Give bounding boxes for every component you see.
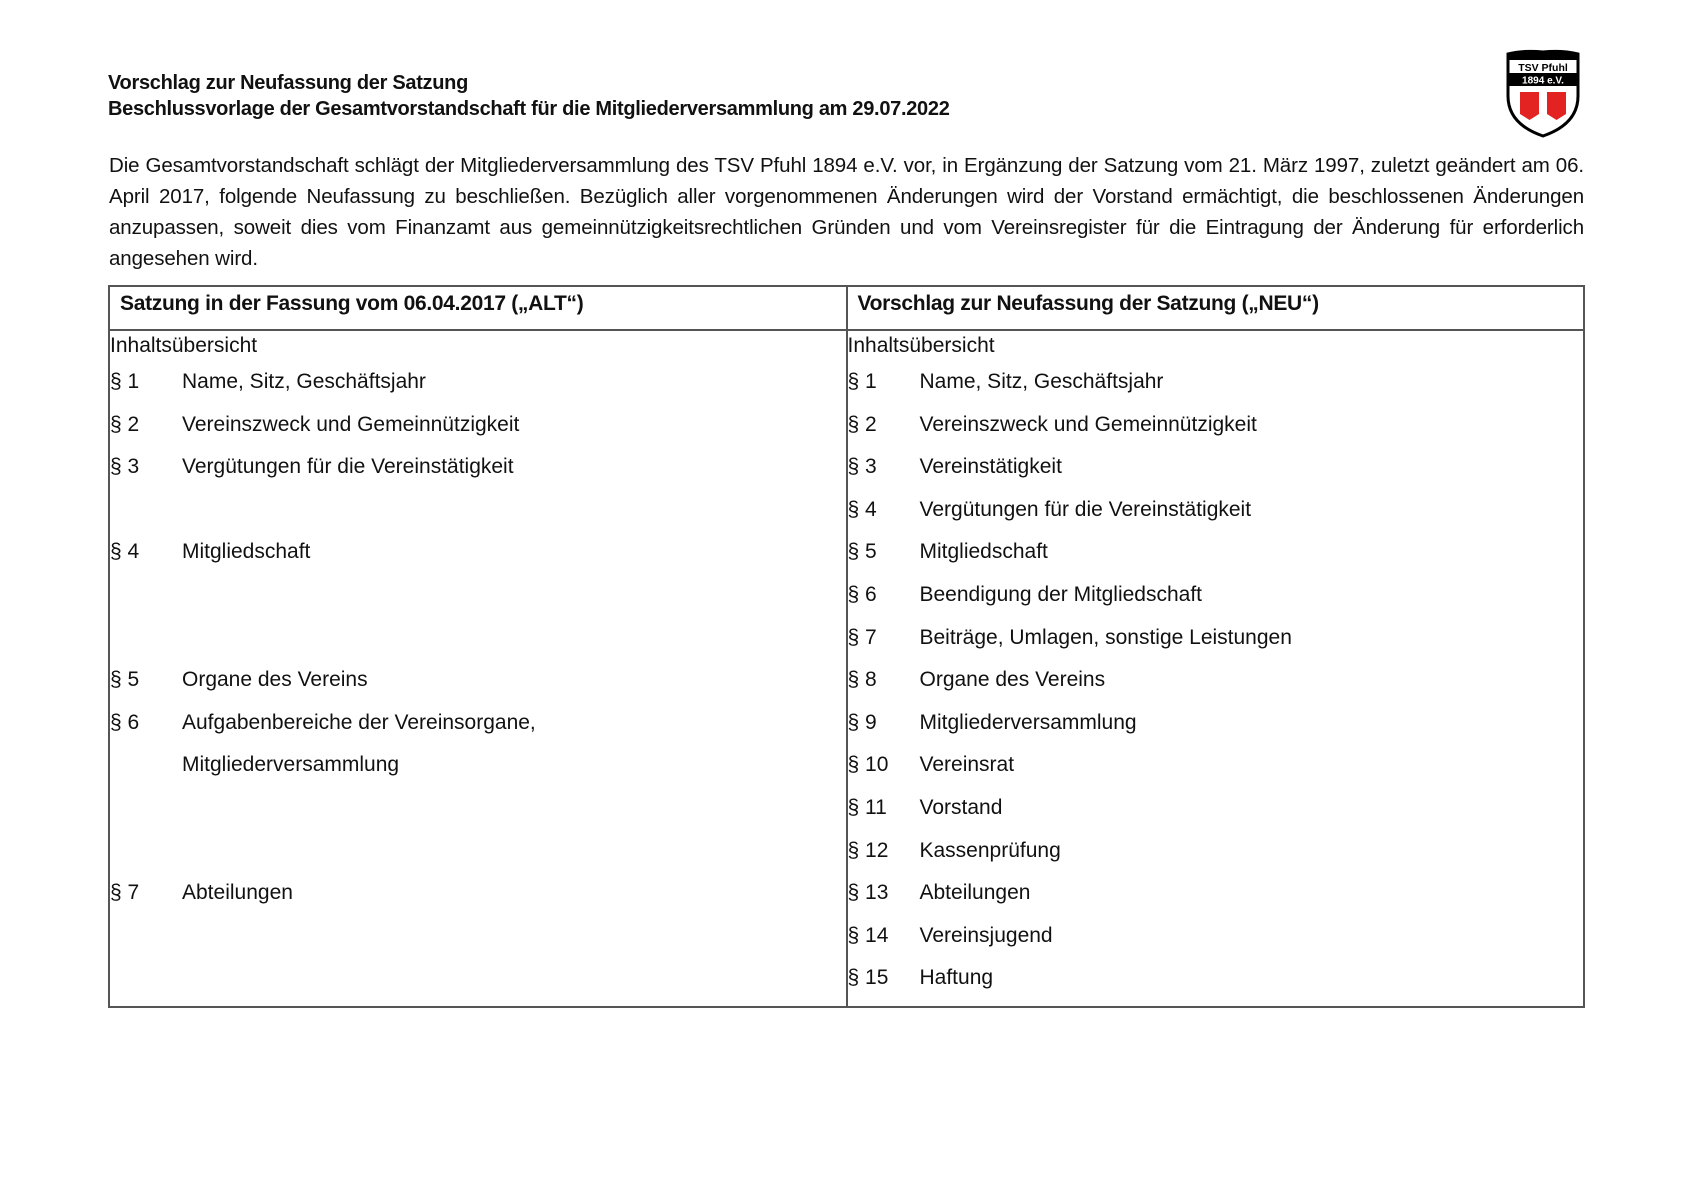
logo-text-year: 1894 e.V.	[1522, 75, 1564, 87]
section-number	[110, 750, 182, 793]
toc-row	[848, 623, 1584, 666]
section-title: Mitgliederversammlung	[919, 710, 1137, 734]
section-title: Kassenprüfung	[919, 838, 1061, 862]
section-number	[110, 495, 182, 538]
toc-row	[110, 836, 846, 879]
section-number: § 7	[110, 881, 140, 905]
section-number: § 5	[110, 668, 140, 692]
old-toc-column	[109, 330, 847, 1007]
section-number	[110, 836, 182, 879]
section-number: § 7	[847, 625, 877, 649]
section-title: Aufgabenbereiche der Vereinsorgane,	[182, 710, 536, 734]
section-title: Haftung	[919, 966, 994, 990]
section-number: § 13	[847, 881, 889, 905]
section-number: § 3	[847, 455, 877, 479]
toc-row	[848, 878, 1584, 921]
column-heading-new: Vorschlag zur Neufassung der Satzung („NEU“)	[847, 286, 1585, 330]
toc-row	[110, 878, 846, 921]
column-heading-old: Satzung in der Fassung vom 06.04.2017 („ALT“)	[109, 286, 847, 330]
comparison-table	[108, 285, 1585, 1008]
section-title: Name, Sitz, Geschäftsjahr	[182, 370, 426, 393]
section-number: § 2	[847, 412, 877, 436]
toc-row	[110, 410, 846, 453]
toc-row	[848, 452, 1584, 495]
toc-row	[848, 921, 1584, 964]
section-number: § 12	[847, 838, 889, 862]
section-number: § 2	[110, 412, 140, 436]
toc-row	[110, 665, 846, 708]
toc-row	[848, 495, 1584, 538]
toc-row	[848, 963, 1584, 1006]
section-title: Beiträge, Umlagen, sonstige Leistungen	[919, 625, 1292, 649]
section-number: § 4	[110, 540, 140, 564]
toc-row	[848, 580, 1584, 623]
section-number: § 6	[110, 710, 140, 734]
section-number: § 9	[847, 710, 877, 734]
section-title: Mitgliedschaft	[182, 540, 311, 564]
toc-row	[110, 580, 846, 623]
toc-row	[848, 410, 1584, 453]
section-number	[110, 793, 182, 836]
toc-row	[848, 708, 1584, 751]
document-title: Vorschlag zur Neufassung der Satzung	[108, 72, 469, 94]
section-title: Mitgliedschaft	[919, 540, 1048, 564]
section-title: Vergütungen für die Vereinstätigkeit	[182, 455, 514, 479]
intro-paragraph: Die Gesamtvorstandschaft schlägt der Mitgliederversammlung des TSV Pfuhl 1894 e.V. vor, in Ergänzung der Satzung vom 21. März 1997, zuletzt geändert am 06. April 2017, folgende Neufassung zu beschließen. Bezüglich aller vorgenommenen Änderungen wird der Vorstand ermächtigt, die beschlossenen Änderungen anzupassen, soweit dies vom Finanzamt aus gemeinnützigkeitsrechtlichen Gründen und vom Vereinsregister für die Eintragung der Änderung für erforderlich angesehen wird.	[109, 154, 1584, 270]
section-title: Vereinsrat	[919, 753, 1015, 777]
toc-row	[110, 367, 846, 410]
toc-row	[110, 793, 846, 836]
section-title: Beendigung der Mitgliedschaft	[919, 582, 1203, 606]
section-number: § 1	[847, 370, 877, 393]
club-logo-icon	[1504, 48, 1582, 138]
section-number: § 6	[847, 582, 877, 606]
section-number: § 4	[847, 497, 877, 521]
section-number	[110, 580, 182, 623]
section-number: § 15	[847, 966, 889, 990]
toc-row	[848, 750, 1584, 793]
new-toc-label: Inhaltsübersicht	[847, 334, 995, 357]
section-title: Organe des Vereins	[919, 668, 1106, 692]
toc-row	[848, 793, 1584, 836]
section-title: Vorstand	[919, 795, 1003, 819]
document-subtitle: Beschlussvorlage der Gesamtvorstandschaft für die Mitgliederversammlung am 29.07.2022	[108, 98, 950, 120]
toc-row	[848, 836, 1584, 879]
section-title: Organe des Vereins	[182, 668, 368, 692]
section-number: § 5	[847, 540, 877, 564]
section-title: Vereinszweck und Gemeinnützigkeit	[919, 412, 1257, 436]
toc-row	[110, 708, 846, 751]
section-number: § 11	[847, 795, 887, 819]
section-title: Name, Sitz, Geschäftsjahr	[919, 370, 1164, 393]
toc-row	[110, 750, 846, 793]
section-title: Mitgliederversammlung	[182, 753, 400, 777]
section-number: § 14	[847, 923, 889, 947]
section-number	[110, 623, 182, 666]
section-title: Vereinszweck und Gemeinnützigkeit	[182, 412, 520, 436]
toc-row	[110, 452, 846, 495]
section-title: Abteilungen	[182, 881, 293, 905]
toc-row	[848, 367, 1584, 410]
old-toc-label: Inhaltsübersicht	[110, 334, 258, 357]
section-number: § 10	[847, 753, 889, 777]
section-title: Vereinsjugend	[919, 923, 1053, 947]
toc-row	[848, 537, 1584, 580]
section-title: Vereinstätigkeit	[919, 455, 1062, 479]
toc-row	[848, 665, 1584, 708]
toc-row	[110, 623, 846, 666]
section-number: § 3	[110, 455, 140, 479]
toc-row	[110, 537, 846, 580]
toc-row	[110, 495, 846, 538]
new-toc-column	[847, 330, 1585, 1007]
section-number: § 1	[110, 370, 140, 393]
logo-text-name: TSV Pfuhl	[1518, 62, 1568, 74]
section-title: Vergütungen für die Vereinstätigkeit	[919, 497, 1252, 521]
section-title: Abteilungen	[919, 881, 1031, 905]
section-number: § 8	[847, 668, 877, 692]
